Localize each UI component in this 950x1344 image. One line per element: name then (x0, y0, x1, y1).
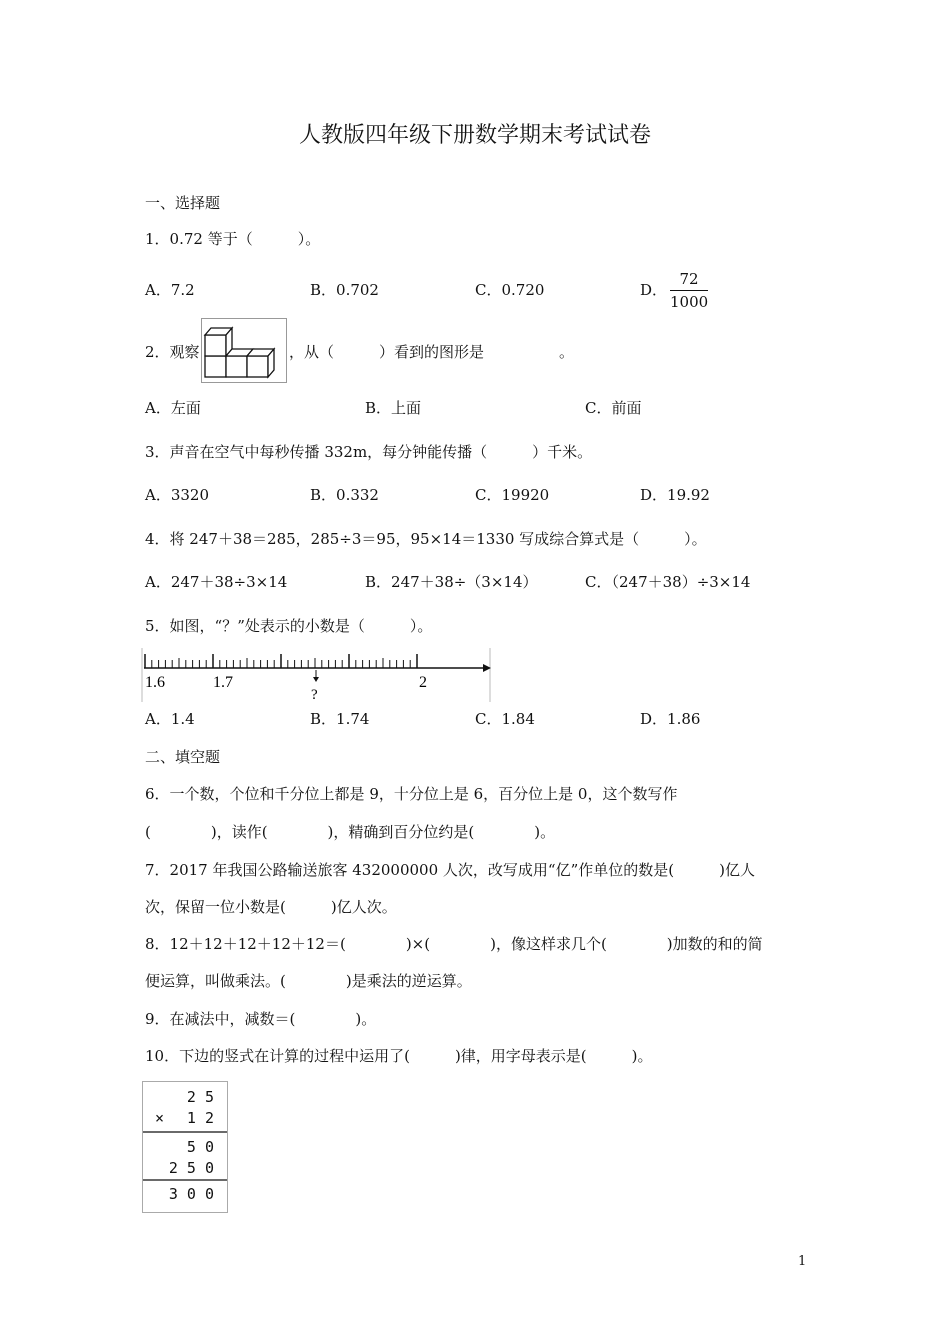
question-8-line-1: 8．12＋12＋12＋12＋12＝( )×( )，像这样求几个( )加数的和的简 (145, 935, 763, 953)
q4-option-c: C．（247＋38）÷3×14 (585, 573, 751, 591)
q4-option-a: A．247＋38÷3×14 (145, 573, 288, 591)
calc-multiplicand: 2 5 (186, 1088, 214, 1106)
ruler-label-1-6: 1.6 (145, 674, 165, 691)
q3-option-b: B．0.332 (310, 486, 379, 504)
ruler-label-2: 2 (419, 674, 427, 691)
ruler-label-1-7: 1.7 (213, 674, 233, 691)
q1-option-c: C．0.720 (475, 281, 545, 299)
q5-option-a: A．1.4 (145, 710, 195, 728)
question-8-line-2: 便运算，叫做乘法。( )是乘法的逆运算。 (145, 972, 472, 990)
page-title: 人教版四年级下册数学期末考试试卷 (298, 123, 651, 148)
ruler-question-mark: ? (311, 687, 318, 702)
q5-option-d: D．1.86 (640, 710, 701, 728)
calc-multiplier: 1 2 (186, 1109, 214, 1127)
question-5-stem: 5．如图，“？”处表示的小数是（ ）。 (145, 617, 433, 635)
question-6-line-1: 6．一个数，个位和千分位上都是 9，十分位上是 6，百分位上是 0，这个数写作 (145, 785, 678, 803)
fraction-bar (670, 290, 708, 291)
page-number: 1 (798, 1254, 807, 1269)
question-1-stem: 1．0.72 等于（ ）。 (145, 230, 321, 248)
fraction-numerator: 72 (679, 270, 699, 288)
calc-times-sign: × (155, 1109, 165, 1127)
question-mark-arrowhead (313, 677, 319, 682)
q1-option-d-label: D． (640, 281, 668, 299)
question-2-stem-pre: 2．观察 (145, 343, 200, 361)
question-10-stem: 10．下边的竖式在计算的过程中运用了( )律，用字母表示是( )。 (145, 1047, 653, 1065)
question-9-stem: 9．在减法中，减数＝( )。 (145, 1010, 377, 1028)
q2-option-a: A．左面 (145, 399, 201, 417)
q5-option-b: B．1.74 (310, 710, 370, 728)
question-4-stem: 4．将 247＋38＝285，285÷3＝95，95×14＝1330 写成综合算式是（ ）。 (145, 530, 707, 548)
question-7-line-2: 次，保留一位小数是( )亿人次。 (145, 898, 397, 916)
question-3-stem: 3．声音在空气中每秒传播 332m，每分钟能传播（ ）千米。 (145, 443, 593, 461)
q1-option-b: B．0.702 (310, 281, 379, 299)
section-fill-heading: 二、填空题 (145, 748, 221, 766)
question-6-line-2: ( )，读作( )，精确到百分位约是( )。 (145, 823, 556, 841)
section-choice-heading: 一、选择题 (145, 194, 221, 212)
question-7-line-1: 7．2017 年我国公路输送旅客 432000000 人次，改写成用“亿”作单位的数是( )亿人 (145, 861, 755, 879)
q3-option-d: D．19.92 (640, 486, 710, 504)
q1-option-d-fraction (670, 270, 708, 311)
q3-option-c: C．19920 (475, 486, 550, 504)
cube-stack-figure (201, 318, 287, 383)
q3-option-a: A．3320 (145, 486, 210, 504)
calc-result: 3 0 0 (168, 1185, 214, 1203)
q2-option-b: B．上面 (365, 399, 422, 417)
fraction-denominator: 1000 (670, 293, 709, 311)
q2-option-c: C．前面 (585, 399, 642, 417)
q4-option-b: B．247＋38÷（3×14） (365, 573, 538, 591)
calc-partial-2: 2 5 0 (168, 1159, 214, 1177)
number-line-figure (141, 648, 493, 702)
question-2-stem-post: ，从（ ）看到的图形是 。 (289, 343, 575, 361)
q5-option-c: C．1.84 (475, 710, 535, 728)
q1-option-a: A．7.2 (145, 281, 195, 299)
vertical-multiplication-figure (142, 1081, 228, 1213)
calc-partial-1: 5 0 (186, 1138, 214, 1156)
